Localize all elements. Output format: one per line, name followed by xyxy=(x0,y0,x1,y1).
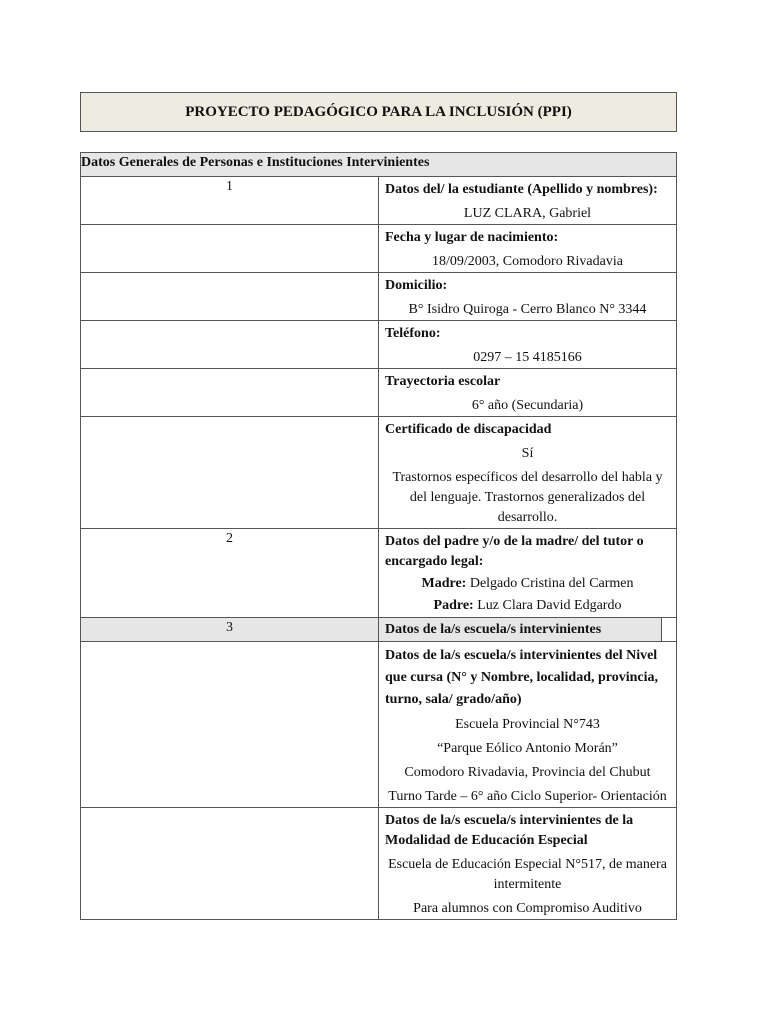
birth-row xyxy=(81,225,677,273)
special-school-label: Datos de la/s escuela/s intervinientes de la Modalidad de Educación Especial xyxy=(385,813,634,848)
school-level-line: Comodoro Rivadavia, Provincia del Chubut xyxy=(404,765,651,780)
student-name-value: LUZ CLARA, Gabriel xyxy=(463,206,592,221)
certificate-row xyxy=(81,417,677,529)
student-name-label: Datos del/ la estudiante (Apellido y nombres): xyxy=(385,182,658,197)
schools-label: Datos de la/s escuela/s intervinientes xyxy=(379,618,662,641)
school-level-line: Turno Tarde – 6° año Ciclo Superior- Orientación xyxy=(388,789,667,804)
phone-value: 0297 – 15 4185166 xyxy=(473,350,582,365)
student-name-row xyxy=(81,177,677,225)
phone-label: Teléfono: xyxy=(385,326,441,341)
phone-row xyxy=(81,321,677,369)
general-data-table xyxy=(80,152,677,920)
document-title: PROYECTO PEDAGÓGICO PARA LA INCLUSIÓN (PPI) xyxy=(80,92,677,132)
school-level-line: “Parque Eólico Antonio Morán” xyxy=(437,741,618,756)
mother-value: Delgado Cristina del Carmen xyxy=(469,576,634,591)
section-header-row xyxy=(81,153,677,177)
birth-value: 18/09/2003, Comodoro Rivadavia xyxy=(432,254,623,269)
school-level-line: Escuela Provincial N°743 xyxy=(455,717,600,732)
section-header: Datos Generales de Personas e Instituciones Intervinientes xyxy=(81,153,677,177)
parents-row xyxy=(81,529,677,618)
school-level-label: Datos de la/s escuela/s intervinientes del Nivel que cursa (N° y Nombre, localidad, provincia, turno, sala/ grado/año) xyxy=(385,648,659,707)
address-label: Domicilio: xyxy=(385,278,448,293)
trajectory-value: 6° año (Secundaria) xyxy=(471,398,584,413)
special-school-row xyxy=(81,808,677,920)
special-school-line: Para alumnos con Compromiso Auditivo xyxy=(413,901,642,916)
birth-label: Fecha y lugar de nacimiento: xyxy=(385,230,559,245)
father-label: Padre: xyxy=(433,598,474,613)
certificate-detail: Trastornos específicos del desarrollo del habla y del lenguaje. Trastornos generalizados del desarrollo. xyxy=(392,470,663,525)
row-number: 1 xyxy=(81,177,379,225)
special-school-line: Escuela de Educación Especial N°517, de manera intermitente xyxy=(388,857,667,892)
trajectory-label: Trayectoria escolar xyxy=(385,374,501,389)
row-number: 3 xyxy=(81,618,379,642)
parents-label: Datos del padre y/o de la madre/ del tutor o encargado legal: xyxy=(385,534,644,569)
certificate-label: Certificado de discapacidad xyxy=(385,422,552,437)
father-value: Luz Clara David Edgardo xyxy=(477,598,622,613)
trajectory-row xyxy=(81,369,677,417)
row-number: 2 xyxy=(81,529,379,618)
certificate-value: Sí xyxy=(521,446,534,461)
address-row xyxy=(81,273,677,321)
schools-header-row xyxy=(81,618,677,642)
father-line xyxy=(379,594,676,616)
mother-line xyxy=(379,572,676,594)
mother-label: Madre: xyxy=(421,576,467,591)
address-value: B° Isidro Quiroga - Cerro Blanco N° 3344 xyxy=(408,302,647,317)
school-level-row xyxy=(81,642,677,808)
